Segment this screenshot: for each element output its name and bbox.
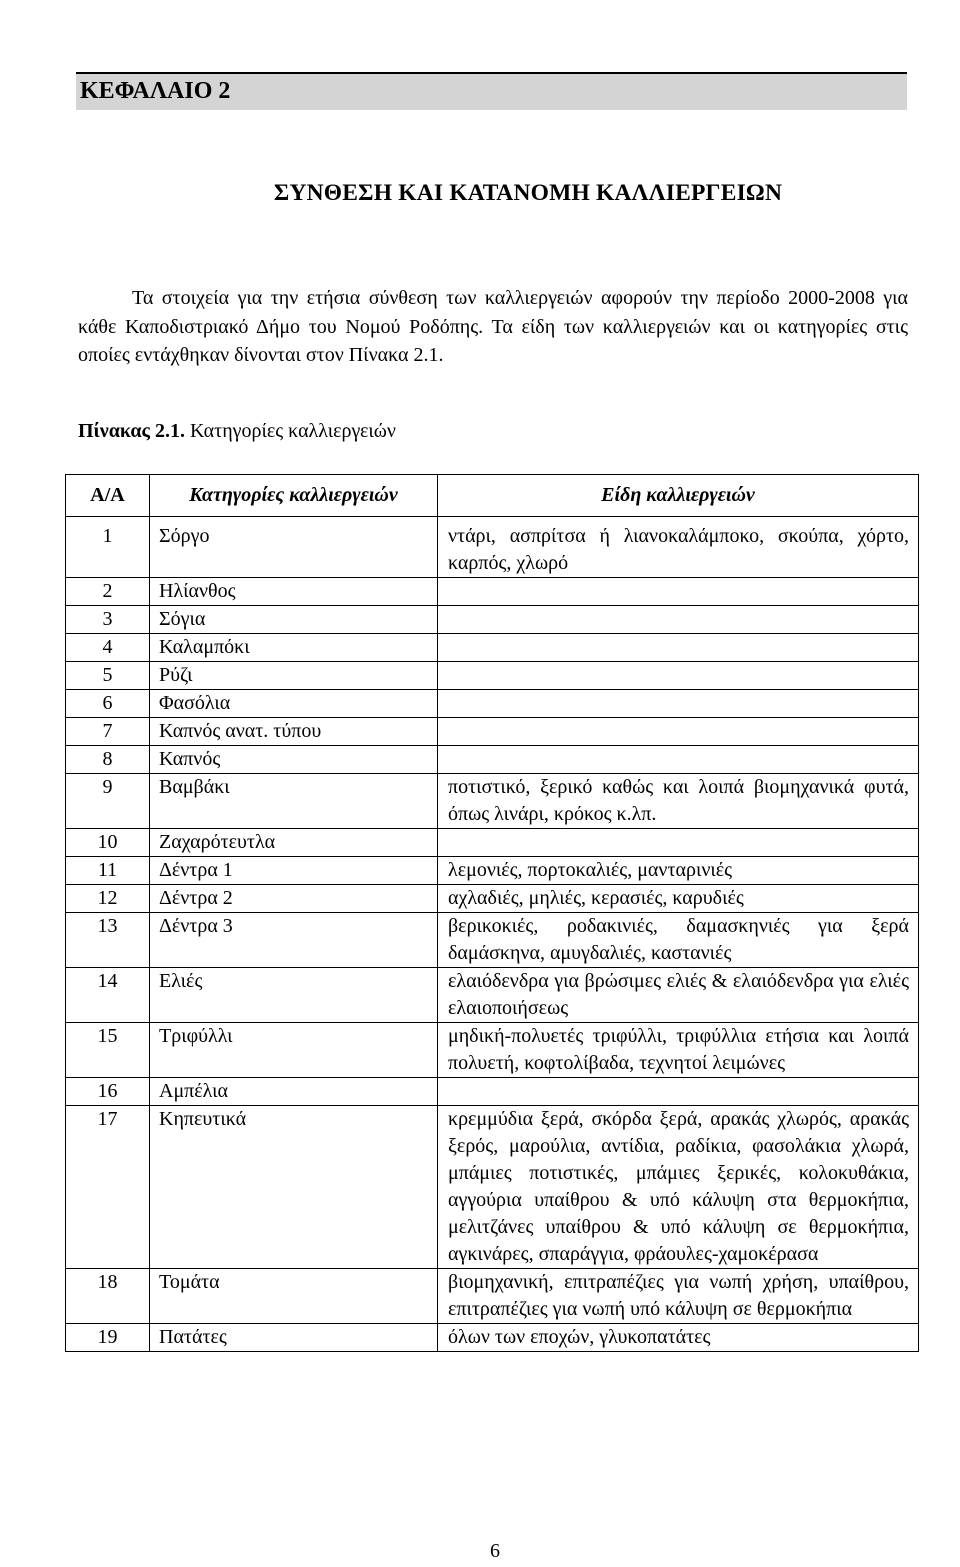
chapter-header-bar bbox=[76, 72, 907, 110]
table-caption-text: Κατηγορίες καλλιεργειών bbox=[184, 420, 396, 442]
table-row bbox=[66, 885, 919, 913]
table-row bbox=[66, 1269, 919, 1324]
row-category: Ζαχαρότευτλα bbox=[150, 829, 438, 857]
table-row bbox=[66, 829, 919, 857]
row-number: 3 bbox=[66, 606, 150, 634]
row-number: 2 bbox=[66, 578, 150, 606]
row-category: Τομάτα bbox=[150, 1269, 438, 1324]
row-number: 13 bbox=[66, 913, 150, 968]
row-crop-types: λεμονιές, πορτοκαλιές, μανταρινιές bbox=[438, 857, 919, 885]
row-number: 17 bbox=[66, 1106, 150, 1269]
row-crop-types: μηδική-πολυετές τριφύλλι, τριφύλλια ετήσια και λοιπά πολυετή, κοφτολίβαδα, τεχνητοί λειμώνες bbox=[438, 1023, 919, 1078]
row-crop-types: αχλαδιές, μηλιές, κερασιές, καρυδιές bbox=[438, 885, 919, 913]
chapter-label: ΚΕΦΑΛΑΙΟ 2 bbox=[80, 78, 231, 104]
table-row bbox=[66, 746, 919, 774]
row-category: Πατάτες bbox=[150, 1324, 438, 1352]
row-crop-types bbox=[438, 718, 919, 746]
table-row bbox=[66, 662, 919, 690]
table-body bbox=[66, 517, 919, 1352]
row-number: 15 bbox=[66, 1023, 150, 1078]
page-number: 6 bbox=[490, 1540, 500, 1562]
row-category: Σόργο bbox=[150, 517, 438, 578]
table-caption-label: Πίνακας 2.1. bbox=[78, 420, 185, 442]
row-crop-types: ντάρι, ασπρίτσα ή λιανοκαλάμποκο, σκούπα, χόρτο, καρπός, χλωρό bbox=[438, 517, 919, 578]
row-number: 4 bbox=[66, 634, 150, 662]
row-number: 14 bbox=[66, 968, 150, 1023]
header-aa: Α/Α bbox=[66, 475, 150, 517]
row-crop-types bbox=[438, 606, 919, 634]
row-number: 19 bbox=[66, 1324, 150, 1352]
table-row bbox=[66, 913, 919, 968]
row-category: Καπνός bbox=[150, 746, 438, 774]
row-crop-types: όλων των εποχών, γλυκοπατάτες bbox=[438, 1324, 919, 1352]
row-category: Αμπέλια bbox=[150, 1078, 438, 1106]
table-row bbox=[66, 578, 919, 606]
row-number: 8 bbox=[66, 746, 150, 774]
row-crop-types bbox=[438, 690, 919, 718]
row-category: Σόγια bbox=[150, 606, 438, 634]
row-category: Καλαμπόκι bbox=[150, 634, 438, 662]
row-crop-types bbox=[438, 662, 919, 690]
table-row bbox=[66, 718, 919, 746]
row-category: Φασόλια bbox=[150, 690, 438, 718]
table-row bbox=[66, 1078, 919, 1106]
row-crop-types bbox=[438, 1078, 919, 1106]
row-category: Τριφύλλι bbox=[150, 1023, 438, 1078]
table-caption bbox=[78, 420, 396, 443]
table-row bbox=[66, 1023, 919, 1078]
header-types: Είδη καλλιεργειών bbox=[438, 475, 919, 517]
row-crop-types bbox=[438, 578, 919, 606]
header-category: Κατηγορίες καλλιεργειών bbox=[150, 475, 438, 517]
row-category: Ελιές bbox=[150, 968, 438, 1023]
row-number: 9 bbox=[66, 774, 150, 829]
table-header-row bbox=[66, 475, 919, 517]
table-row bbox=[66, 774, 919, 829]
row-crop-types bbox=[438, 746, 919, 774]
row-number: 12 bbox=[66, 885, 150, 913]
row-number: 6 bbox=[66, 690, 150, 718]
row-category: Καπνός ανατ. τύπου bbox=[150, 718, 438, 746]
row-number: 16 bbox=[66, 1078, 150, 1106]
table-row bbox=[66, 634, 919, 662]
row-number: 5 bbox=[66, 662, 150, 690]
row-category: Δέντρα 1 bbox=[150, 857, 438, 885]
row-category: Ρύζι bbox=[150, 662, 438, 690]
table-row bbox=[66, 517, 919, 578]
row-number: 18 bbox=[66, 1269, 150, 1324]
table-row bbox=[66, 857, 919, 885]
row-category: Ηλίανθος bbox=[150, 578, 438, 606]
row-number: 10 bbox=[66, 829, 150, 857]
intro-paragraph: Τα στοιχεία για την ετήσια σύνθεση των καλλιεργειών αφορούν την περίοδο 2000-2008 για κάθε Καποδιστριακό Δήμο του Νομού Ροδόπης. Τα είδη των καλλιεργειών και οι κατηγορίες στις οποίες εντάχθηκαν δίνονται στον Πίνακα 2.1. bbox=[78, 287, 908, 366]
table-row bbox=[66, 1106, 919, 1269]
row-crop-types bbox=[438, 634, 919, 662]
table-row bbox=[66, 968, 919, 1023]
row-crop-types: κρεμμύδια ξερά, σκόρδα ξερά, αρακάς χλωρός, αρακάς ξερός, μαρούλια, αντίδια, ραδίκια, φασολάκια χλωρά, μπάμιες ποτιστικές, μπάμιες ξερικές, κολοκυθάκια, αγγούρια υπαίθρου & υπό κάλυψη στα θερμοκήπια, μελιτζάνες υπαίθρου & υπό κάλυψη σε θερμοκήπια, αγκινάρες, σπαράγγια, φράουλες-χαμοκέρασα bbox=[438, 1106, 919, 1269]
table-row bbox=[66, 606, 919, 634]
row-number: 1 bbox=[66, 517, 150, 578]
row-category: Βαμβάκι bbox=[150, 774, 438, 829]
row-category: Δέντρα 2 bbox=[150, 885, 438, 913]
row-category: Κηπευτικά bbox=[150, 1106, 438, 1269]
row-crop-types: βιομηχανική, επιτραπέζιες για νωπή χρήση, υπαίθρου, επιτραπέζιες για νωπή υπό κάλυψη σε θερμοκήπια bbox=[438, 1269, 919, 1324]
row-category: Δέντρα 3 bbox=[150, 913, 438, 968]
row-number: 11 bbox=[66, 857, 150, 885]
page-title: ΣΥΝΘΕΣΗ ΚΑΙ ΚΑΤΑΝΟΜΗ ΚΑΛΛΙΕΡΓΕΙΩΝ bbox=[273, 180, 783, 206]
crop-categories-table bbox=[65, 474, 919, 1352]
row-crop-types bbox=[438, 829, 919, 857]
row-crop-types: βερικοκιές, ροδακινιές, δαμασκηνιές για ξερά δαμάσκηνα, αμυγδαλιές, καστανιές bbox=[438, 913, 919, 968]
table-row bbox=[66, 1324, 919, 1352]
row-crop-types: ποτιστικό, ξερικό καθώς και λοιπά βιομηχανικά φυτά, όπως λινάρι, κρόκος κ.λπ. bbox=[438, 774, 919, 829]
row-crop-types: ελαιόδενδρα για βρώσιμες ελιές & ελαιόδενδρα για ελιές ελαιοποιήσεως bbox=[438, 968, 919, 1023]
table-row bbox=[66, 690, 919, 718]
row-number: 7 bbox=[66, 718, 150, 746]
